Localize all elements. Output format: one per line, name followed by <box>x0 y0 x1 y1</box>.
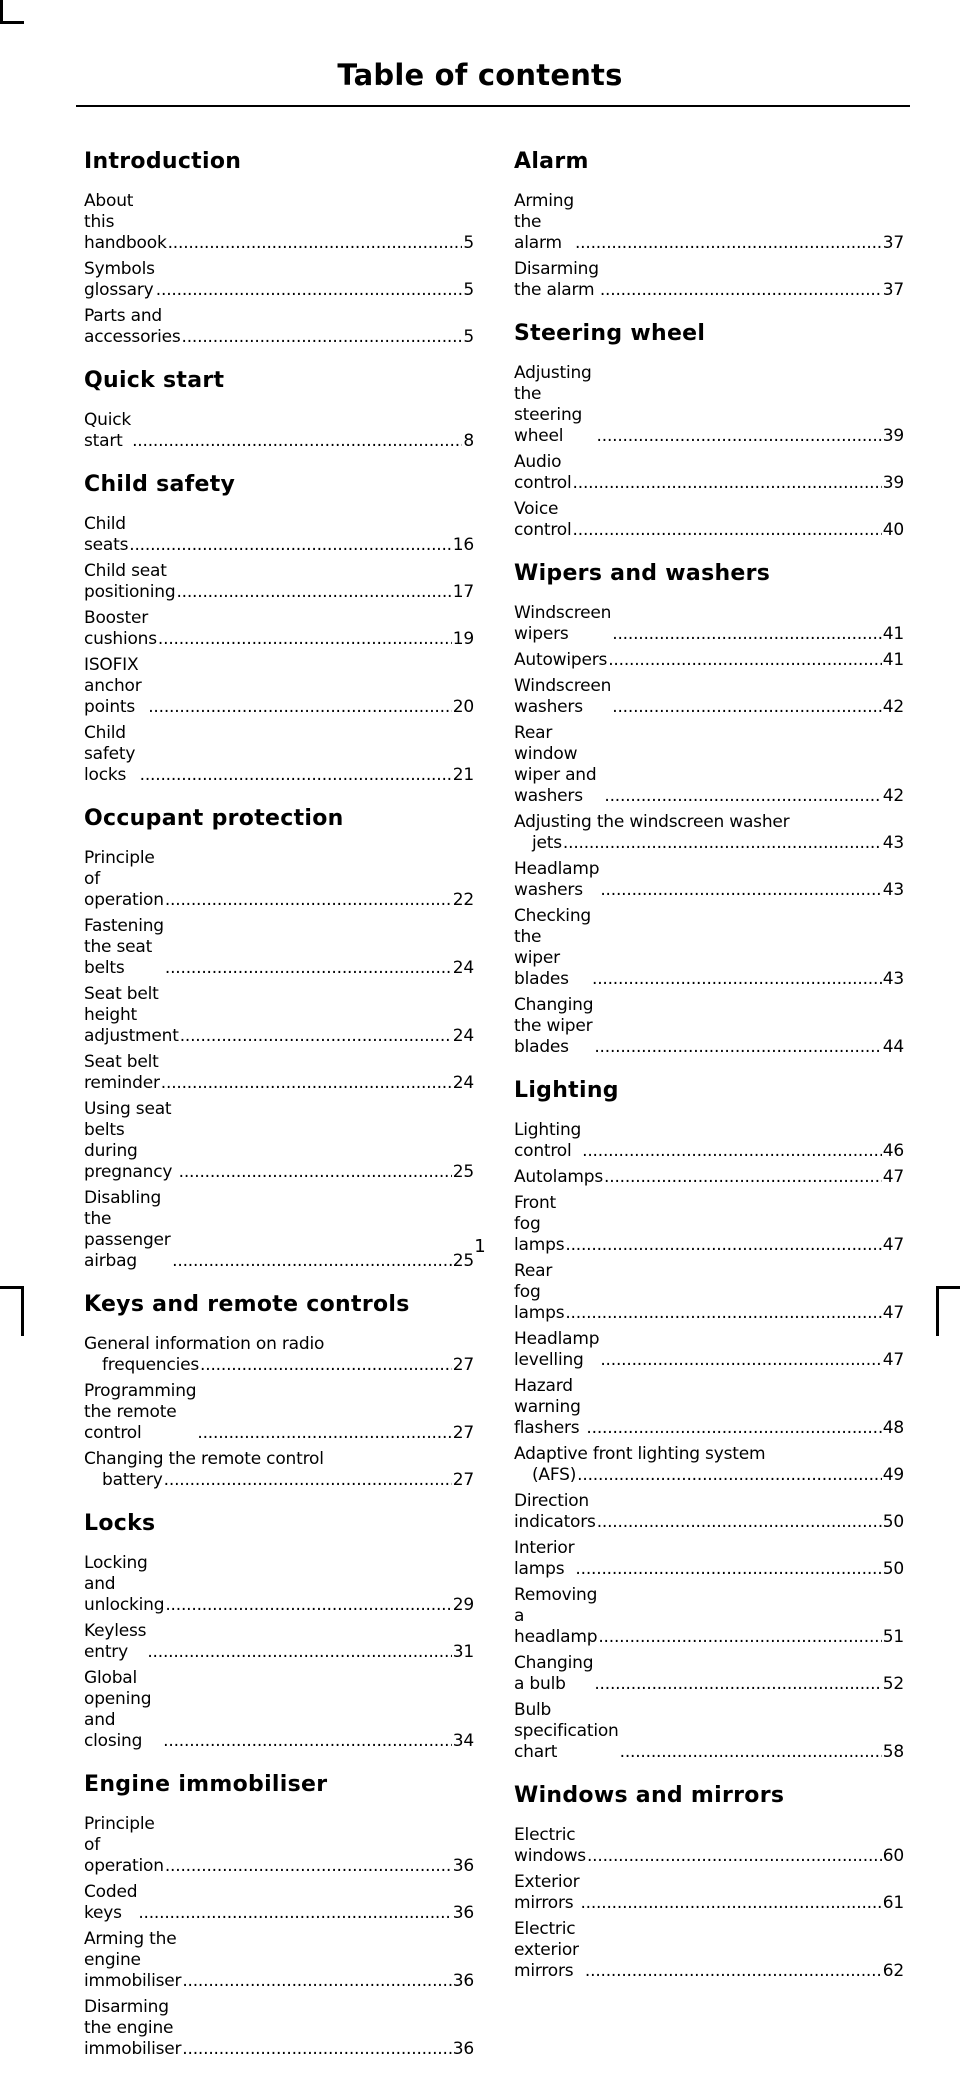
section-heading: Quick start <box>84 368 225 393</box>
dot-leader <box>608 650 882 671</box>
toc-entry[interactable] <box>514 1261 904 1324</box>
toc-section <box>84 362 474 452</box>
toc-entry-label: Adaptive front lighting system <box>514 1444 766 1464</box>
toc-entry-page: 24 <box>452 1073 474 1093</box>
toc-entry-label: Booster cushions <box>84 608 157 649</box>
toc-entry-page: 62 <box>882 1961 904 1981</box>
toc-entry-page: 24 <box>452 1026 474 1046</box>
toc-entry[interactable] <box>84 1099 474 1183</box>
toc-entry-page: 36 <box>452 1971 474 1991</box>
toc-section <box>84 143 474 348</box>
toc-entry[interactable] <box>514 1919 904 1982</box>
dot-leader <box>600 1350 881 1371</box>
toc-entry-label: Changing a bulb <box>514 1653 599 1694</box>
toc-entry-label: ISOFIX anchor points <box>84 655 147 717</box>
toc-entry[interactable] <box>84 1814 474 1877</box>
toc-entry-page: 27 <box>452 1355 474 1375</box>
toc-entry-label: Disarming the engine immobiliser <box>84 1997 182 2059</box>
toc-entry-label: Principle of operation <box>84 848 164 910</box>
dot-leader <box>612 697 882 718</box>
toc-entry[interactable] <box>514 191 904 254</box>
toc-entry-label: Direction indicators <box>514 1491 600 1532</box>
toc-entry-page: 36 <box>452 2039 474 2059</box>
toc-entry-page: 61 <box>882 1893 904 1913</box>
toc-entry[interactable] <box>514 1167 904 1188</box>
toc-entry-page: 47 <box>882 1350 904 1370</box>
toc-entry-page: 43 <box>882 833 904 853</box>
toc-entry[interactable] <box>84 561 474 603</box>
toc-entry-page: 47 <box>882 1303 904 1323</box>
page-title: Table of contents <box>337 58 623 92</box>
toc-entry-label: Coded keys <box>84 1882 148 1923</box>
toc-entry[interactable] <box>514 859 904 901</box>
toc-entry-label-continued: (AFS) <box>532 1465 577 1485</box>
toc-entry[interactable] <box>514 603 904 645</box>
dot-leader <box>598 1627 881 1648</box>
toc-section <box>514 143 904 301</box>
toc-entry[interactable] <box>514 812 904 854</box>
toc-entry-label: Rear window wiper and washers <box>514 723 602 806</box>
toc-entry-label: Voice control <box>514 499 572 540</box>
toc-entry-label: Principle of operation <box>84 1814 164 1876</box>
toc-entry-label: About this handbook <box>84 191 167 253</box>
dot-leader <box>180 1026 452 1047</box>
toc-entry-page: 42 <box>882 697 904 717</box>
dot-leader <box>594 1674 881 1695</box>
toc-entry-page: 19 <box>452 629 474 649</box>
toc-entry-label: Parts and accessories <box>84 306 181 347</box>
toc-entry[interactable] <box>514 259 904 301</box>
dot-leader <box>148 697 452 718</box>
toc-entry-page: 25 <box>452 1251 474 1271</box>
toc-entry-page: 29 <box>452 1595 474 1615</box>
toc-entry[interactable] <box>84 1188 474 1272</box>
dot-leader <box>132 431 462 452</box>
toc-entry-label: Global opening and closing <box>84 1668 157 1751</box>
dot-leader <box>612 624 882 645</box>
toc-entry[interactable] <box>84 916 474 979</box>
toc-section <box>84 800 474 1272</box>
dot-leader <box>604 786 881 807</box>
toc-entry[interactable] <box>84 848 474 911</box>
toc-section <box>514 315 904 541</box>
toc-entry-page: 5 <box>463 233 474 253</box>
toc-entry-page: 36 <box>452 1903 474 1923</box>
dot-leader <box>182 327 463 348</box>
section-heading: Occupant protection <box>84 806 344 831</box>
toc-entry-page: 44 <box>882 1037 904 1057</box>
toc-entry-label: Headlamp levelling <box>514 1329 610 1370</box>
dot-leader <box>156 280 463 301</box>
toc-entry-page: 52 <box>882 1674 904 1694</box>
dot-leader <box>179 1162 452 1183</box>
toc-section <box>514 1072 904 1763</box>
toc-entry-label-continued: frequencies <box>102 1355 200 1375</box>
dot-leader <box>582 1141 882 1162</box>
section-heading: Wipers and washers <box>514 561 771 586</box>
toc-entry-label: Changing the wiper blades <box>514 995 599 1057</box>
toc-entry-page: 8 <box>463 431 474 451</box>
dot-leader <box>164 1470 452 1491</box>
toc-entry-page: 41 <box>882 624 904 644</box>
toc-section <box>84 466 474 786</box>
dot-leader <box>580 1893 881 1914</box>
dot-leader <box>575 233 882 254</box>
toc-entry-page: 43 <box>882 880 904 900</box>
toc-entry-label: Disarming the alarm <box>514 259 605 300</box>
toc-entry[interactable] <box>514 995 904 1058</box>
toc-entry-page: 17 <box>452 582 474 602</box>
toc-entry[interactable] <box>514 650 904 671</box>
toc-section <box>84 1766 474 2060</box>
toc-entry-label: Autolamps <box>514 1167 604 1187</box>
toc-entry-label: Quick start <box>84 410 142 451</box>
dot-leader <box>587 1846 882 1867</box>
toc-entry-label: Child seats <box>84 514 137 555</box>
toc-entry-page: 16 <box>452 535 474 555</box>
dot-leader <box>165 958 452 979</box>
dot-leader <box>140 765 452 786</box>
dot-leader <box>165 1595 451 1616</box>
toc-entry-label: Adjusting the windscreen washer <box>514 812 790 832</box>
toc-entry-page: 27 <box>452 1470 474 1490</box>
page-number: 1 <box>474 1236 486 1257</box>
dot-leader <box>165 1856 452 1877</box>
toc-entry-label: Electric windows <box>514 1825 586 1866</box>
toc-entry[interactable] <box>514 1653 904 1695</box>
toc-entry-page: 31 <box>452 1642 474 1662</box>
toc-entry-label: Exterior mirrors <box>514 1872 585 1913</box>
section-heading: Lighting <box>514 1078 619 1103</box>
toc-entry-label: Adjusting the steering wheel <box>514 363 597 446</box>
toc-entry-page: 24 <box>452 958 474 978</box>
dot-leader <box>620 1742 882 1763</box>
toc-entry-label: Disabling the passenger airbag <box>84 1188 176 1271</box>
dot-leader <box>565 1303 881 1324</box>
toc-entry-page: 37 <box>882 233 904 253</box>
toc-entry-label: Symbols glossary <box>84 259 166 300</box>
toc-entry-label: Child safety locks <box>84 723 141 785</box>
toc-entry-label: General information on radio <box>84 1334 325 1354</box>
toc-entry-page: 46 <box>882 1141 904 1161</box>
toc-entry[interactable] <box>84 1052 474 1094</box>
toc-entry-label: Arming the alarm <box>514 191 580 253</box>
toc-entry-label: Rear fog lamps <box>514 1261 565 1323</box>
toc-entry-label: Hazard warning flashers <box>514 1376 586 1438</box>
toc-entry-label: Child seat positioning <box>84 561 176 602</box>
toc-entry-page: 47 <box>882 1167 904 1187</box>
dot-leader <box>592 969 882 990</box>
toc-entry[interactable] <box>84 723 474 786</box>
toc-entry-label: Interior lamps <box>514 1538 585 1579</box>
dot-leader <box>197 1423 451 1444</box>
toc-entry-label: Electric exterior mirrors <box>514 1919 585 1981</box>
toc-entry[interactable] <box>84 1929 474 1992</box>
dot-leader <box>182 2039 451 2060</box>
toc-entry-page: 60 <box>882 1846 904 1866</box>
toc-entry-page: 34 <box>452 1731 474 1751</box>
toc-entry[interactable] <box>84 1668 474 1752</box>
toc-entry[interactable] <box>84 1882 474 1924</box>
toc-entry-label: Windscreen washers <box>514 676 622 717</box>
section-heading: Alarm <box>514 149 589 174</box>
dot-leader <box>585 1961 882 1982</box>
toc-section <box>84 1505 474 1752</box>
dot-leader <box>138 1903 451 1924</box>
toc-entry-page: 50 <box>882 1559 904 1579</box>
section-heading: Locks <box>84 1511 156 1536</box>
section-heading: Steering wheel <box>514 321 706 346</box>
toc-entry-page: 49 <box>882 1465 904 1485</box>
toc-entry[interactable] <box>514 1491 904 1533</box>
toc-entry[interactable] <box>514 1700 904 1763</box>
toc-entry[interactable] <box>514 1444 904 1486</box>
dot-leader <box>575 1559 881 1580</box>
dot-leader <box>586 1418 881 1439</box>
dot-leader <box>163 1731 452 1752</box>
dot-leader <box>129 535 452 556</box>
toc-entry[interactable] <box>84 1381 474 1444</box>
toc-entry-label-continued: battery <box>102 1470 163 1490</box>
toc-entry-label: Changing the remote control <box>84 1449 324 1469</box>
toc-entry-label: Using seat belts during pregnancy <box>84 1099 177 1182</box>
toc-entry[interactable] <box>84 608 474 650</box>
toc-entry[interactable] <box>514 1585 904 1648</box>
toc-entry-label: Audio control <box>514 452 572 493</box>
toc-entry-page: 51 <box>882 1627 904 1647</box>
crop-mark <box>0 21 24 24</box>
toc-entry-page: 20 <box>452 697 474 717</box>
toc-entry[interactable] <box>84 1621 474 1663</box>
toc-entry-label: Removing a headlamp <box>514 1585 603 1647</box>
toc-entry-page: 50 <box>882 1512 904 1532</box>
dot-leader <box>573 520 882 541</box>
toc-entry[interactable] <box>84 191 474 254</box>
toc-entry[interactable] <box>514 1872 904 1914</box>
toc-entry-page: 58 <box>882 1742 904 1762</box>
toc-entry-page: 21 <box>452 765 474 785</box>
toc-entry[interactable] <box>514 1329 904 1371</box>
toc-entry-label: Bulb specification chart <box>514 1700 624 1762</box>
toc-entry-page: 41 <box>882 650 904 670</box>
toc-entry[interactable] <box>84 514 474 556</box>
toc-entry[interactable] <box>514 452 904 494</box>
section-heading: Windows and mirrors <box>514 1783 785 1808</box>
toc-entry-label: Windscreen wipers <box>514 603 617 644</box>
dot-leader <box>563 833 882 854</box>
toc-entry-label: Locking and unlocking <box>84 1553 165 1615</box>
toc-entry[interactable] <box>514 1538 904 1580</box>
toc-section <box>84 1286 474 1491</box>
toc-entry[interactable] <box>514 499 904 541</box>
crop-mark <box>936 1286 939 1336</box>
dot-leader <box>182 1971 451 1992</box>
toc-entry-page: 36 <box>452 1856 474 1876</box>
toc-entry-page: 39 <box>882 426 904 446</box>
toc-entry[interactable] <box>514 1825 904 1867</box>
crop-mark <box>21 1286 24 1336</box>
dot-leader <box>594 1037 881 1058</box>
toc-entry-page: 22 <box>452 890 474 910</box>
toc-entry-label: Autowipers <box>514 650 608 670</box>
toc-entry-page: 48 <box>882 1418 904 1438</box>
toc-entry-page: 5 <box>463 327 474 347</box>
dot-leader <box>147 1642 451 1663</box>
toc-entry[interactable] <box>84 259 474 301</box>
toc-entry-label: Fastening the seat belts <box>84 916 170 978</box>
toc-entry-label: Seat belt reminder <box>84 1052 164 1093</box>
toc-entry-label: Headlamp washers <box>514 859 610 900</box>
toc-section <box>514 555 904 1058</box>
toc-right-column <box>514 143 904 1996</box>
toc-entry[interactable] <box>84 1334 474 1376</box>
dot-leader <box>597 1512 882 1533</box>
section-heading: Introduction <box>84 149 242 174</box>
toc-entry-label: Lighting control <box>514 1120 587 1161</box>
toc-entry[interactable] <box>84 1997 474 2060</box>
dot-leader <box>577 1465 882 1486</box>
toc-entry-page: 40 <box>882 520 904 540</box>
section-heading: Child safety <box>84 472 236 497</box>
toc-entry-label: Programming the remote control <box>84 1381 202 1443</box>
toc-entry[interactable] <box>84 306 474 348</box>
toc-section <box>514 1777 904 1982</box>
toc-entry[interactable] <box>84 410 474 452</box>
toc-entry[interactable] <box>514 906 904 990</box>
title-divider <box>76 105 910 107</box>
toc-entry-label-continued: jets <box>532 833 562 853</box>
dot-leader <box>597 426 882 447</box>
toc-entry-label: Arming the engine immobiliser <box>84 1929 182 1991</box>
toc-entry[interactable] <box>514 363 904 447</box>
toc-entry-label: Seat belt height adjustment <box>84 984 179 1046</box>
toc-entry-page: 27 <box>452 1423 474 1443</box>
dot-leader <box>165 890 452 911</box>
crop-mark <box>936 1286 960 1289</box>
toc-entry[interactable] <box>514 676 904 718</box>
dot-leader <box>600 280 882 301</box>
toc-entry-page: 47 <box>882 1235 904 1255</box>
toc-entry[interactable] <box>514 723 904 807</box>
toc-entry[interactable] <box>514 1376 904 1439</box>
dot-leader <box>161 1073 452 1094</box>
dot-leader <box>600 880 881 901</box>
dot-leader <box>168 233 463 254</box>
toc-entry[interactable] <box>84 655 474 718</box>
toc-entry-page: 25 <box>452 1162 474 1182</box>
section-heading: Keys and remote controls <box>84 1292 410 1317</box>
toc-entry[interactable] <box>84 984 474 1047</box>
toc-entry-label: Keyless entry <box>84 1621 157 1662</box>
toc-entry-page: 5 <box>463 280 474 300</box>
dot-leader <box>573 473 882 494</box>
toc-entry-page: 37 <box>882 280 904 300</box>
dot-leader <box>604 1167 882 1188</box>
toc-entry[interactable] <box>514 1120 904 1162</box>
dot-leader <box>158 629 452 650</box>
toc-entry-label: Checking the wiper blades <box>514 906 597 989</box>
toc-entry[interactable] <box>84 1449 474 1491</box>
toc-entry-page: 42 <box>882 786 904 806</box>
dot-leader <box>176 582 451 603</box>
dot-leader <box>200 1355 452 1376</box>
toc-entry-page: 43 <box>882 969 904 989</box>
toc-entry-label: Front fog lamps <box>514 1193 565 1255</box>
toc-entry-page: 39 <box>882 473 904 493</box>
toc-entry[interactable] <box>84 1553 474 1616</box>
section-heading: Engine immobiliser <box>84 1772 328 1797</box>
toc-left-column <box>84 143 474 2074</box>
